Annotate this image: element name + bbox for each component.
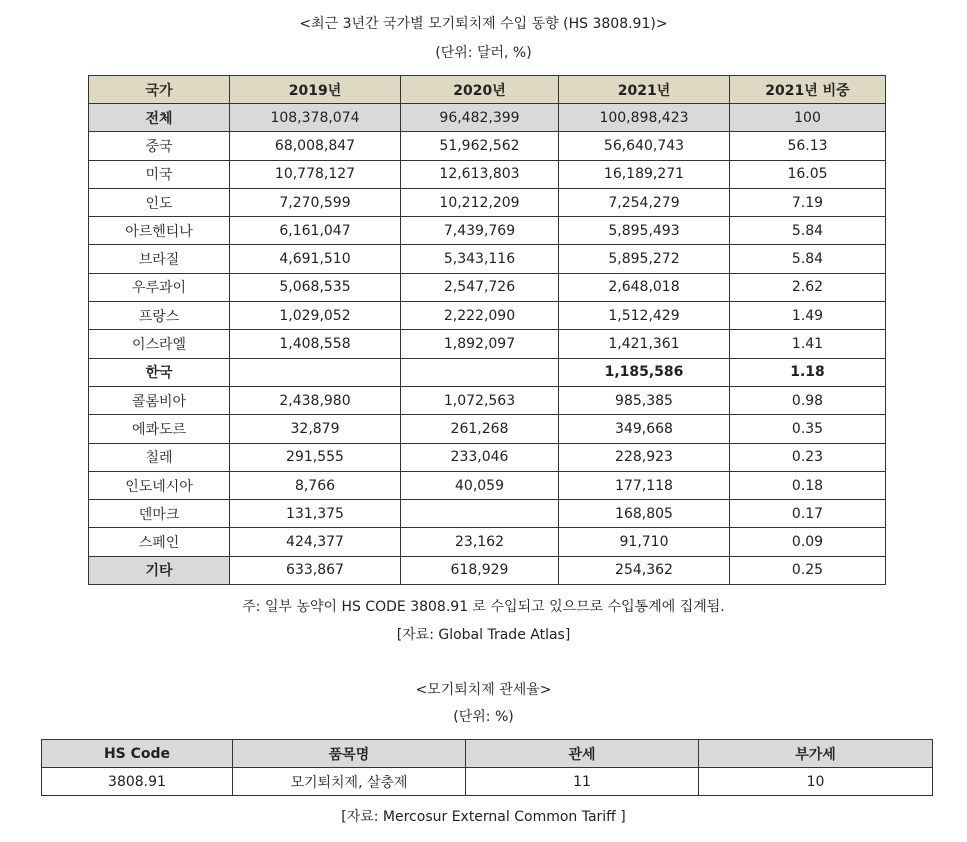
tariff-table [41, 739, 933, 796]
cell-share-2021: 7.19 [730, 188, 886, 216]
table-row [89, 302, 886, 330]
cell-share-2021: 2.62 [730, 273, 886, 301]
import-table-title: <최근 3년간 국가별 모기퇴치제 수입 동향 (HS 3808.91)> [299, 16, 668, 32]
cell-value-2019: 291,555 [230, 443, 401, 471]
cell-value-2021: 1,421,361 [559, 330, 730, 358]
table-row [89, 245, 886, 273]
cell-value-2021: 349,668 [559, 415, 730, 443]
table-row [89, 443, 886, 471]
cell-share-2021: 0.17 [730, 500, 886, 528]
table-row [89, 273, 886, 301]
cell-value-2019: 424,377 [230, 528, 401, 556]
header-tariff: 관세 [466, 740, 699, 768]
cell-value-2020: 51,962,562 [401, 132, 559, 160]
cell-country: 기타 [89, 556, 230, 584]
cell-value-2020: 7,439,769 [401, 217, 559, 245]
cell-value-2019: 108,378,074 [230, 104, 401, 132]
cell-country: 칠레 [89, 443, 230, 471]
cell-value-2020 [401, 500, 559, 528]
cell-value-2019: 2,438,980 [230, 386, 401, 414]
cell-country: 스페인 [89, 528, 230, 556]
header-2020: 2020년 [401, 76, 559, 104]
cell-value-2019: 5,068,535 [230, 273, 401, 301]
cell-value-2021: 254,362 [559, 556, 730, 584]
header-vat: 부가세 [699, 740, 933, 768]
cell-value-2020 [401, 358, 559, 386]
cell-item-name: 모기퇴치제, 살충제 [233, 768, 466, 796]
cell-country: 미국 [89, 160, 230, 188]
cell-share-2021: 1.49 [730, 302, 886, 330]
cell-value-2021: 5,895,493 [559, 217, 730, 245]
cell-share-2021: 0.18 [730, 471, 886, 499]
header-hs-code: HS Code [42, 740, 233, 768]
cell-share-2021: 0.98 [730, 386, 886, 414]
cell-value-2020: 96,482,399 [401, 104, 559, 132]
cell-value-2021: 100,898,423 [559, 104, 730, 132]
cell-share-2021: 56.13 [730, 132, 886, 160]
cell-value-2021: 56,640,743 [559, 132, 730, 160]
cell-value-2019: 1,029,052 [230, 302, 401, 330]
table-row [89, 104, 886, 132]
table-row [42, 768, 933, 796]
tariff-table-header-row [42, 740, 933, 768]
cell-value-2021: 16,189,271 [559, 160, 730, 188]
import-table-unit: (단위: 달러, %) [435, 45, 532, 61]
cell-country: 프랑스 [89, 302, 230, 330]
cell-value-2019: 633,867 [230, 556, 401, 584]
cell-value-2019: 131,375 [230, 500, 401, 528]
cell-country: 전체 [89, 104, 230, 132]
cell-vat-rate: 10 [699, 768, 933, 796]
cell-value-2019: 68,008,847 [230, 132, 401, 160]
header-country: 국가 [89, 76, 230, 104]
cell-value-2020: 233,046 [401, 443, 559, 471]
header-2021-share: 2021년 비중 [730, 76, 886, 104]
cell-value-2021: 91,710 [559, 528, 730, 556]
table-row [89, 188, 886, 216]
cell-value-2021: 1,512,429 [559, 302, 730, 330]
import-table-header-row [89, 76, 886, 104]
cell-share-2021: 1.18 [730, 358, 886, 386]
cell-value-2021: 168,805 [559, 500, 730, 528]
cell-value-2019 [230, 358, 401, 386]
cell-share-2021: 5.84 [730, 217, 886, 245]
cell-value-2020: 2,222,090 [401, 302, 559, 330]
cell-country: 이스라엘 [89, 330, 230, 358]
cell-value-2021: 985,385 [559, 386, 730, 414]
table-row [89, 358, 886, 386]
cell-country: 중국 [89, 132, 230, 160]
cell-share-2021: 5.84 [730, 245, 886, 273]
cell-value-2021: 177,118 [559, 471, 730, 499]
cell-country: 브라질 [89, 245, 230, 273]
header-2021: 2021년 [559, 76, 730, 104]
cell-hs-code: 3808.91 [42, 768, 233, 796]
cell-tariff-rate: 11 [466, 768, 699, 796]
cell-country: 덴마크 [89, 500, 230, 528]
cell-country: 콜롬비아 [89, 386, 230, 414]
cell-value-2020: 5,343,116 [401, 245, 559, 273]
cell-value-2021: 2,648,018 [559, 273, 730, 301]
table-row [89, 528, 886, 556]
table-row [89, 556, 886, 584]
cell-value-2019: 7,270,599 [230, 188, 401, 216]
cell-share-2021: 0.25 [730, 556, 886, 584]
cell-country: 인도 [89, 188, 230, 216]
cell-country: 아르헨티나 [89, 217, 230, 245]
cell-value-2020: 40,059 [401, 471, 559, 499]
cell-value-2021: 5,895,272 [559, 245, 730, 273]
cell-value-2019: 6,161,047 [230, 217, 401, 245]
cell-share-2021: 0.35 [730, 415, 886, 443]
cell-value-2020: 12,613,803 [401, 160, 559, 188]
cell-value-2020: 1,892,097 [401, 330, 559, 358]
table-row [89, 471, 886, 499]
tariff-table-title: <모기퇴치제 관세율> [415, 682, 552, 698]
cell-value-2019: 4,691,510 [230, 245, 401, 273]
cell-country: 에콰도르 [89, 415, 230, 443]
header-2019: 2019년 [230, 76, 401, 104]
cell-country: 인도네시아 [89, 471, 230, 499]
cell-share-2021: 16.05 [730, 160, 886, 188]
cell-value-2020: 10,212,209 [401, 188, 559, 216]
cell-country: 우루과이 [89, 273, 230, 301]
cell-value-2021: 228,923 [559, 443, 730, 471]
cell-share-2021: 0.23 [730, 443, 886, 471]
cell-value-2020: 1,072,563 [401, 386, 559, 414]
table-row [89, 160, 886, 188]
header-item-name: 품목명 [233, 740, 466, 768]
cell-value-2020: 23,162 [401, 528, 559, 556]
cell-value-2021: 1,185,586 [559, 358, 730, 386]
cell-value-2020: 261,268 [401, 415, 559, 443]
table-row [89, 217, 886, 245]
cell-share-2021: 1.41 [730, 330, 886, 358]
cell-share-2021: 100 [730, 104, 886, 132]
table-row [89, 386, 886, 414]
tariff-table-unit: (단위: %) [453, 709, 514, 725]
import-source: [자료: Global Trade Atlas] [396, 627, 571, 643]
cell-value-2021: 7,254,279 [559, 188, 730, 216]
tariff-source: [자료: Mercosur External Common Tariff ] [341, 809, 626, 825]
import-table [88, 75, 886, 585]
cell-value-2019: 10,778,127 [230, 160, 401, 188]
cell-value-2019: 32,879 [230, 415, 401, 443]
import-note: 주: 일부 농약이 HS CODE 3808.91 로 수입되고 있으므로 수입통계에 집계됨. [242, 599, 725, 615]
table-row [89, 415, 886, 443]
table-row [89, 500, 886, 528]
cell-share-2021: 0.09 [730, 528, 886, 556]
table-row [89, 330, 886, 358]
cell-country: 한국 [89, 358, 230, 386]
cell-value-2019: 8,766 [230, 471, 401, 499]
table-row [89, 132, 886, 160]
cell-value-2020: 618,929 [401, 556, 559, 584]
cell-value-2020: 2,547,726 [401, 273, 559, 301]
cell-value-2019: 1,408,558 [230, 330, 401, 358]
